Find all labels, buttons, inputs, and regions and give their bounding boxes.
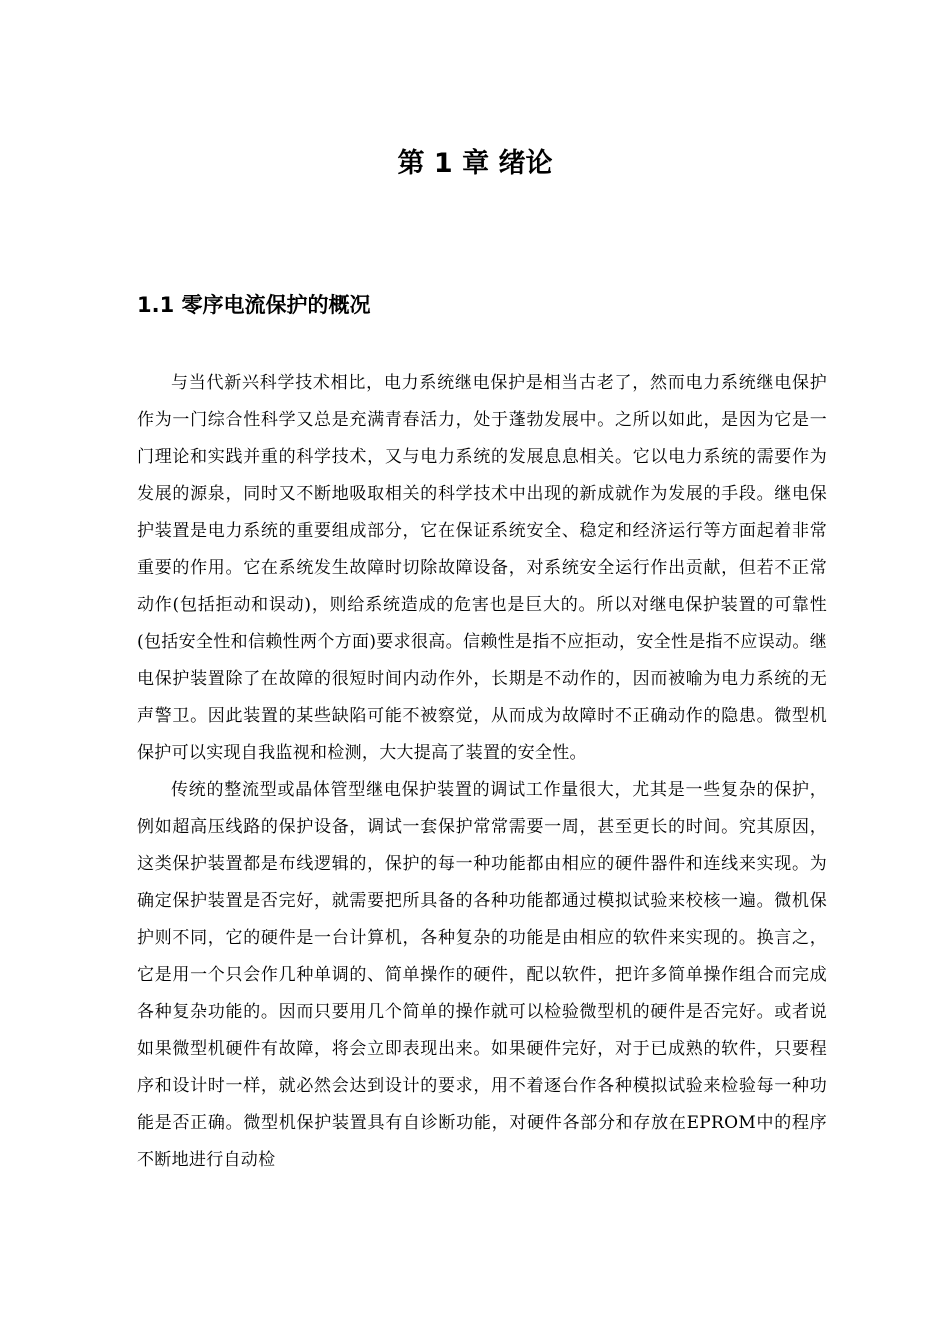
section-title: 1.1 零序电流保护的概况 [137, 293, 371, 317]
paragraph-1: 与当代新兴科学技术相比，电力系统继电保护是相当古老了，然而电力系统继电保护作为一门综合性科学又总是充满青春活力，处于蓬勃发展中。之所以如此，是因为它是一门理论和实践并重的科学技术，又与电力系统的发展息息相关。它以电力系统的需要作为发展的源泉，同时又不断地吸取相关的科学技术中出现的新成就作为发展的手段。继电保护装置是电力系统的重要组成部分，它在保证系统安全、稳定和经济运行等方面起着非常重要的作用。它在系统发生故障时切除故障设备，对系统安全运行作出贡献，但若不正常动作(包括拒动和误动)，则给系统造成的危害也是巨大的。所以对继电保护装置的可靠性(包括安全性和信赖性两个方面)要求很高。信赖性是指不应拒动，安全性是指不应误动。继电保护装置除了在故障的很短时间内动作外，长期是不动作的，因而被喻为电力系统的无声警卫。因此装置的某些缺陷可能不被察觉，从而成为故障时不正确动作的隐患。微型机保护可以实现自我监视和检测，大大提高了装置的安全性。 [137, 373, 827, 763]
chapter-title: 第 1 章 绪论 [397, 148, 553, 179]
body-text [137, 365, 827, 1179]
paragraph-2: 传统的整流型或晶体管型继电保护装置的调试工作量很大，尤其是一些复杂的保护，例如超高压线路的保护设备，调试一套保护常常需要一周，甚至更长的时间。究其原因，这类保护装置都是布线逻辑的，保护的每一种功能都由相应的硬件器件和连线来实现。为确定保护装置是否完好，就需要把所具备的各种功能都通过模拟试验来校核一遍。微机保护则不同，它的硬件是一台计算机，各种复杂的功能是由相应的软件来实现的。换言之，它是用一个只会作几种单调的、简单操作的硬件，配以软件，把许多简单操作组合而完成各种复杂功能的。因而只要用几个简单的操作就可以检验微型机的硬件是否完好。或者说如果微型机硬件有故障，将会立即表现出来。如果硬件完好，对于已成熟的软件，只要程序和设计时一样，就必然会达到设计的要求，用不着逐台作各种模拟试验来检验每一种功能是否正确。微型机保护装置具有自诊断功能，对硬件各部分和存放在EPROM中的程序不断地进行自动检 [137, 780, 827, 1170]
